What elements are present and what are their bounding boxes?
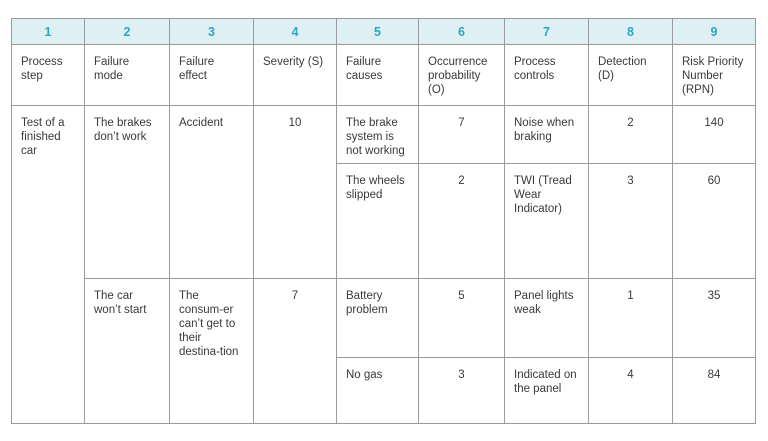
process-control-cell: Panel lights weak — [505, 279, 589, 358]
column-title: Failure causes — [337, 45, 419, 106]
severity-cell: 7 — [254, 279, 337, 424]
column-number: 4 — [254, 19, 337, 45]
failure-cause-cell: The brake system is not working — [337, 106, 419, 164]
failure-cause-cell: The wheels slipped — [337, 164, 419, 279]
detection-cell: 4 — [589, 358, 673, 424]
rpn-cell: 84 — [673, 358, 756, 424]
failure-mode-cell: The brakes don’t work — [85, 106, 170, 279]
severity-cell: 10 — [254, 106, 337, 279]
table-row — [12, 106, 756, 164]
process-control-cell: Noise when braking — [505, 106, 589, 164]
column-number: 9 — [673, 19, 756, 45]
rpn-cell: 140 — [673, 106, 756, 164]
failure-cause-cell: Battery problem — [337, 279, 419, 358]
process-step-cell: Test of a finished car — [12, 106, 85, 424]
column-number: 7 — [505, 19, 589, 45]
failure-mode-cell: The car won’t start — [85, 279, 170, 424]
column-title: Failure mode — [85, 45, 170, 106]
table-row — [12, 279, 756, 358]
failure-effect-cell: Accident — [170, 106, 254, 279]
column-title: Process controls — [505, 45, 589, 106]
column-title: Failure effect — [170, 45, 254, 106]
process-control-cell: Indicated on the panel — [505, 358, 589, 424]
column-title: Detection (D) — [589, 45, 673, 106]
process-control-cell: TWI (Tread Wear Indicator) — [505, 164, 589, 279]
fmea-table — [11, 18, 756, 424]
failure-cause-cell: No gas — [337, 358, 419, 424]
occurrence-cell: 5 — [419, 279, 505, 358]
column-title: Severity (S) — [254, 45, 337, 106]
column-number: 8 — [589, 19, 673, 45]
rpn-cell: 60 — [673, 164, 756, 279]
occurrence-cell: 2 — [419, 164, 505, 279]
column-number: 1 — [12, 19, 85, 45]
rpn-cell: 35 — [673, 279, 756, 358]
detection-cell: 2 — [589, 106, 673, 164]
column-number-row — [12, 19, 756, 45]
column-title: Occurrence probability (O) — [419, 45, 505, 106]
column-title-row — [12, 45, 756, 106]
column-title: Process step — [12, 45, 85, 106]
column-number: 2 — [85, 19, 170, 45]
column-number: 5 — [337, 19, 419, 45]
column-number: 3 — [170, 19, 254, 45]
occurrence-cell: 7 — [419, 106, 505, 164]
column-title: Risk Priority Number (RPN) — [673, 45, 756, 106]
occurrence-cell: 3 — [419, 358, 505, 424]
column-number: 6 — [419, 19, 505, 45]
failure-effect-cell: The consum-er can’t get to their destina-tion — [170, 279, 254, 424]
detection-cell: 3 — [589, 164, 673, 279]
fmea-table-container — [11, 18, 755, 424]
detection-cell: 1 — [589, 279, 673, 358]
